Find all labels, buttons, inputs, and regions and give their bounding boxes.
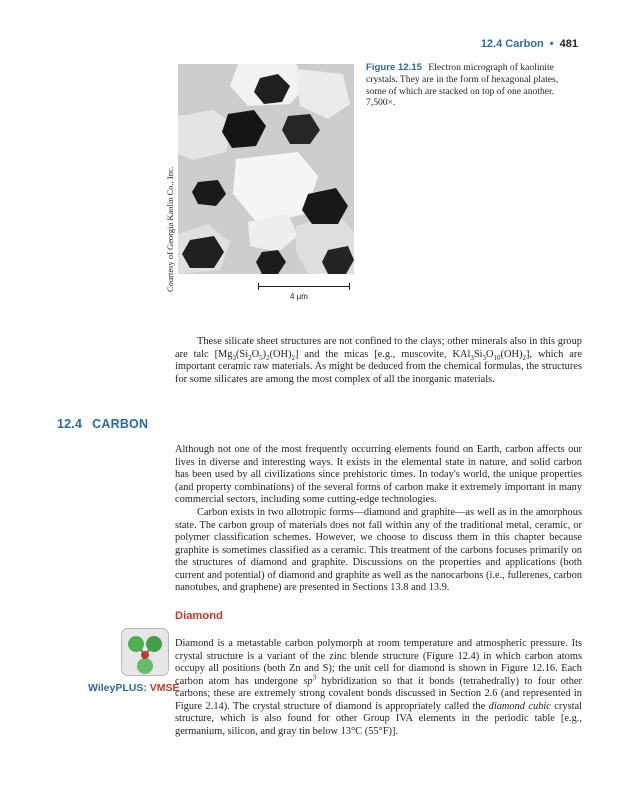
- micrograph-svg: [178, 64, 354, 274]
- subsection-heading: Diamond: [175, 610, 223, 622]
- page-number: 481: [559, 38, 578, 50]
- orbital-term: sp: [303, 675, 313, 687]
- section-title: CARBON: [92, 417, 149, 431]
- wileyplus-vmse-link[interactable]: [88, 682, 180, 694]
- scale-bar-tick-left: [258, 283, 259, 290]
- micrograph-image: [178, 64, 354, 274]
- text-run: Si: [473, 348, 483, 360]
- paragraph-carbon-intro: Although not one of the most frequently occurring elements found on Earth, carbon affects our lives in diverse and interesting ways. It exists in the elemental state in nature, and solid carbon has been used by all civilizations since prehistoric times. In today's world, the unique properties (and property combinations) of the several forms of carbon make it extremely important in many commercial sectors, including some cutting-edge technologies.: [175, 444, 582, 506]
- text-run: crystal structure, which is also found for other Group IVA elements in the periodic table [e.g., germanium, silicon, and gray tin below 13°C (55°F)].: [175, 700, 583, 737]
- subscript: 2: [522, 353, 526, 362]
- superscript: 3: [312, 673, 317, 682]
- section-heading: [57, 417, 148, 431]
- text-run: (Si: [235, 348, 249, 360]
- subscript: 2: [248, 353, 252, 362]
- text-run: ): [262, 348, 267, 360]
- text-run: (OH): [500, 348, 523, 360]
- scale-bar-line: [258, 286, 350, 287]
- text-run: These silicate sheet structures are not confined to the clays; other minerals also in this group are talc [Mg: [175, 336, 582, 360]
- molecule-icon: [122, 629, 168, 675]
- paragraph-carbon-allotropes: Carbon exists in two allotropic forms—diamond and graphite—as well as in the amorphous state. The carbon group of materials does not fall within any of the traditional metal, ceramic, or polymer classification schemes. However, we choose to discuss them in this chapter because graphite is sometimes classified as a ceramic. This treatment of the carbons focuses primarily on the structures of diamond and graphite. Discussions on the properties and applications (both current and potential) of diamond and graphite as well as the nanocarbons (i.e., fullerenes, carbon nanotubes, and graphene) are presented in Sections 13.8 and 13.9.: [175, 507, 582, 594]
- wileyplus-brand: WileyPLUS: [88, 682, 144, 694]
- text-run: O: [486, 348, 494, 360]
- paragraph-silicate: [175, 336, 582, 386]
- header-bullet: •: [549, 38, 554, 50]
- text-run: O: [251, 348, 260, 360]
- subscript: 2: [291, 353, 296, 362]
- subscript: 2: [266, 353, 270, 362]
- header-section: 12.4 Carbon: [480, 38, 544, 50]
- text-run: (OH): [269, 348, 292, 360]
- vmse-molecule-icon[interactable]: [121, 628, 169, 676]
- scale-bar-tick-right: [349, 283, 350, 290]
- figure-caption: [366, 62, 580, 109]
- subscript: 3: [470, 353, 474, 362]
- image-credit: Courtesy of Georgia Kaolin Co., Inc.: [165, 166, 175, 292]
- vmse-label: VMSE: [149, 682, 180, 694]
- text-run: ], which are important ceramic raw materials. As might be deduced from the chemical formulas, the structures for some silicates are among the most complex of all the inorganic materials.: [175, 348, 582, 385]
- scale-bar: [258, 283, 350, 291]
- text-run: ] and the micas [e.g., muscovite, KAl: [295, 348, 471, 360]
- italic-term: diamond cubic: [488, 700, 551, 712]
- subscript: 5: [259, 353, 263, 362]
- wileyplus-separator: :: [143, 682, 147, 694]
- caption-figure-label: Figure 12.15: [366, 62, 422, 73]
- paragraph-diamond: [175, 638, 582, 738]
- caption-text: Electron micrograph of kaolinite crystals. They are in the form of hexagonal plates, some of which are stacked on top of one another. 7,500×.: [366, 62, 559, 109]
- scale-label: 4 μm: [290, 292, 308, 301]
- subscript: 10: [493, 353, 501, 362]
- subscript: 3: [232, 353, 236, 362]
- subscript: 3: [482, 353, 487, 362]
- text-run: Diamond is a metastable carbon polymorph at room temperature and atmospheric pressure. Its crystal structure is a variant of the zinc blende structure (Figure 12.4) in which carbon atoms occupy all positions (both Zn and S); the unit cell for diamond is shown in Figure 12.16. Each carbon atom has undergone: [175, 638, 582, 687]
- section-number: 12.4: [57, 417, 83, 431]
- text-run: hybridization so that it bonds (tetrahedrally) to four other carbons; these are extremely strong covalent bonds discussed in Section 2.6 (and represented in Figure 2.14). The crystal structure of diamond is appropriately called the: [175, 675, 582, 712]
- running-header: [481, 38, 578, 50]
